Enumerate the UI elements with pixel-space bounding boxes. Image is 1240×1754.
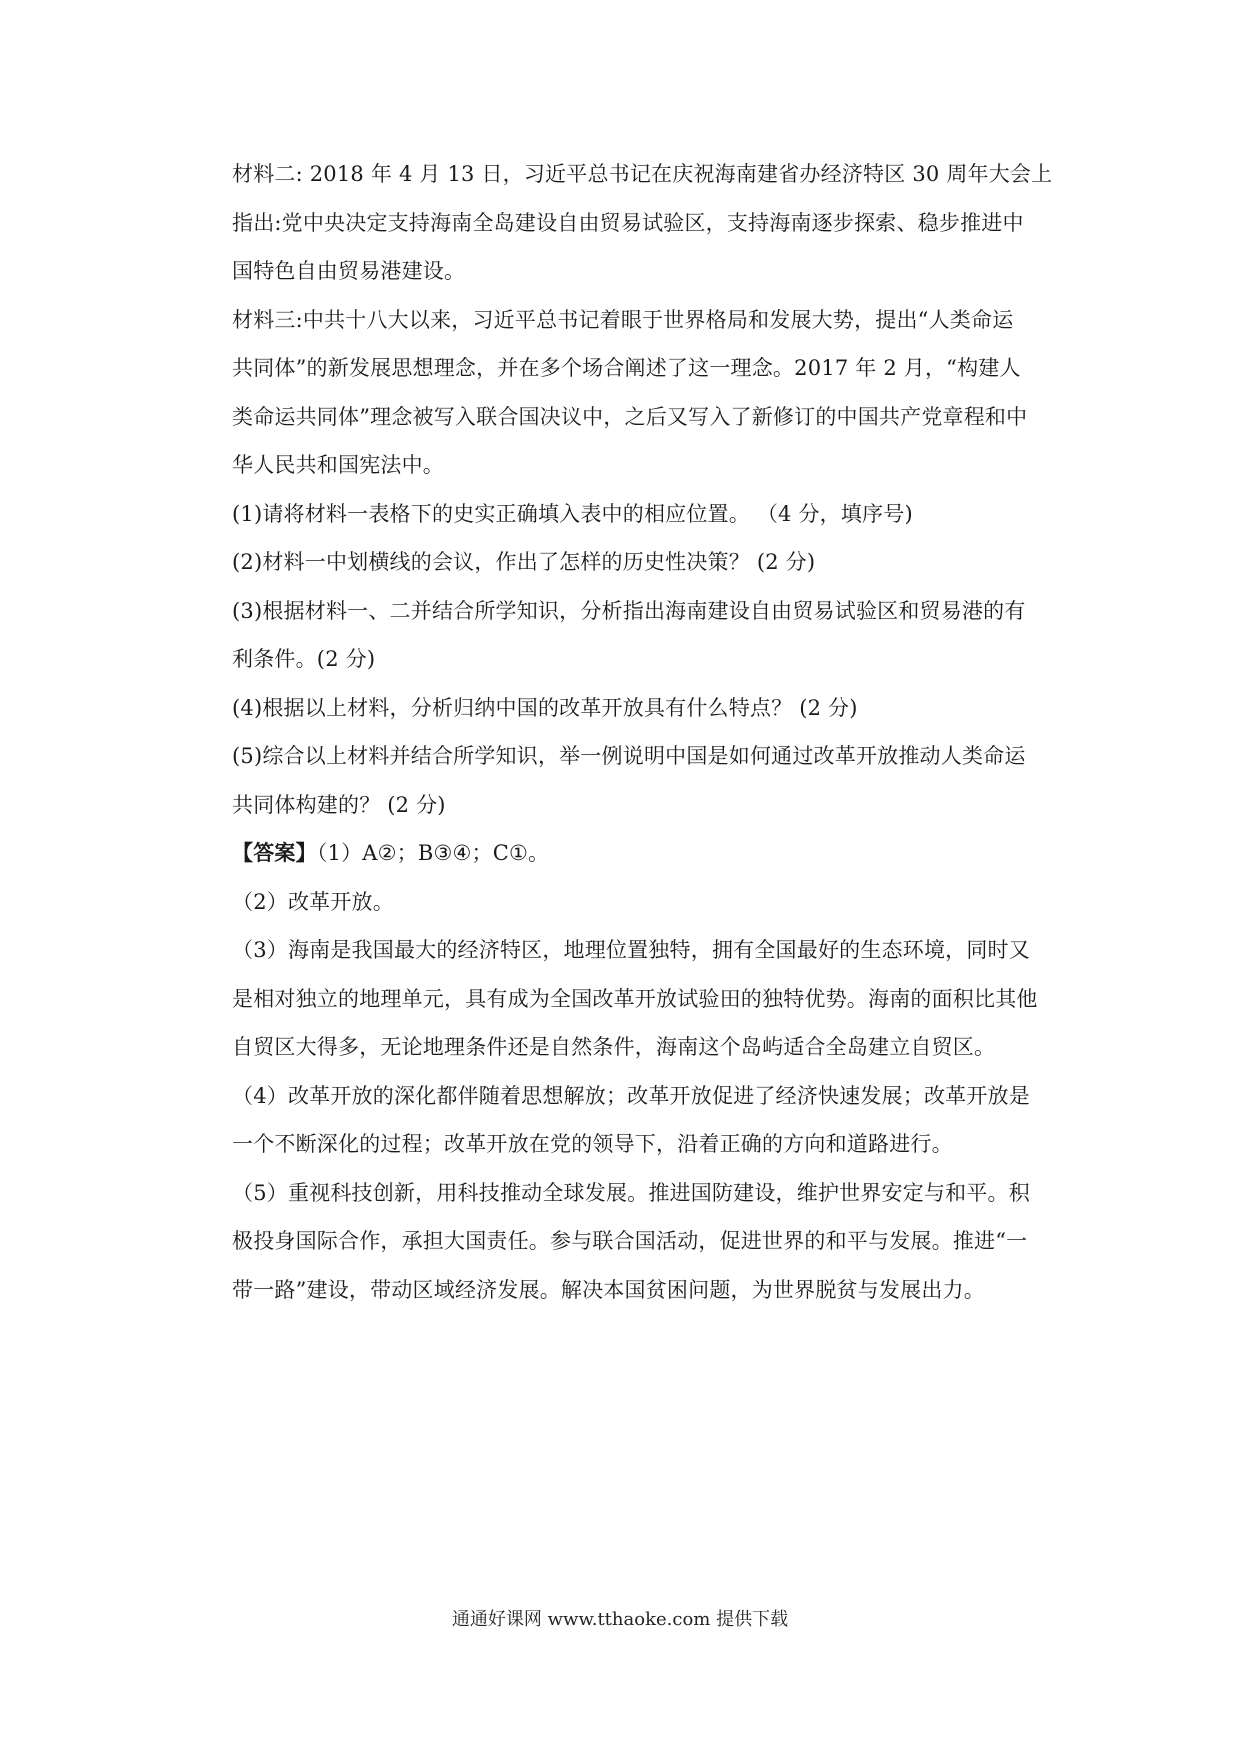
text-line: （3）海南是我国最大的经济特区，地理位置独特，拥有全国最好的生态环境，同时又 bbox=[232, 938, 1030, 962]
text-line: 共同体”的新发展思想理念，并在多个场合阐述了这一理念。2017 年 2 月，“构建人 bbox=[232, 356, 1021, 380]
text-line: (2)材料一中划横线的会议，作出了怎样的历史性决策？ (2 分) bbox=[232, 550, 816, 574]
text-line: （4）改革开放的深化都伴随着思想解放；改革开放促进了经济快速发展；改革开放是 bbox=[232, 1083, 1030, 1108]
text-line: 指出:党中央决定支持海南全岛建设自由贸易试验区，支持海南逐步探索、稳步推进中 bbox=[232, 210, 1024, 235]
text-line: 类命运共同体”理念被写入联合国决议中，之后又写入了新修订的中国共产党章程和中 bbox=[232, 404, 1028, 429]
text-line: 材料二: 2018 年 4 月 13 日，习近平总书记在庆祝海南建省办经济特区 30 周年大会上 bbox=[232, 162, 1053, 186]
answer-5 bbox=[232, 1169, 1062, 1315]
text-line: (1)请将材料一表格下的史实正确填入表中的相应位置。 （4 分，填序号) bbox=[232, 501, 913, 526]
text-line: 华人民共和国宪法中。 bbox=[232, 453, 444, 477]
text-line: 材料三:中共十八大以来，习近平总书记着眼于世界格局和发展大势，提出“人类命运 bbox=[232, 307, 1014, 332]
document-body bbox=[232, 150, 1062, 1314]
page-footer: 通通好课网 www.tthaoke.com 提供下载 bbox=[451, 1609, 789, 1630]
text-line: 国特色自由贸易港建设。 bbox=[232, 259, 466, 283]
text-line: 带一路”建设，带动区域经济发展。解决本国贫困问题，为世界脱贫与发展出力。 bbox=[232, 1277, 985, 1302]
question-5 bbox=[232, 732, 1062, 829]
answer-4 bbox=[232, 1072, 1062, 1169]
text-line: 一个不断深化的过程；改革开放在党的领导下，沿着正确的方向和道路进行。 bbox=[232, 1132, 953, 1156]
text-line: 利条件。(2 分) bbox=[232, 647, 376, 671]
text-line: (5)综合以上材料并结合所学知识，举一例说明中国是如何通过改革开放推动人类命运 bbox=[232, 744, 1026, 768]
text-line: 极投身国际合作，承担大国责任。参与联合国活动，促进世界的和平与发展。推进“一 bbox=[232, 1229, 1028, 1253]
text-line: (4)根据以上材料，分析归纳中国的改革开放具有什么特点？ (2 分) bbox=[232, 695, 858, 720]
text-line: 自贸区大得多，无论地理条件还是自然条件，海南这个岛屿适合全岛建立自贸区。 bbox=[232, 1035, 996, 1059]
answer-1-line bbox=[232, 829, 1062, 878]
material-two bbox=[232, 150, 1062, 296]
material-three bbox=[232, 296, 1062, 490]
question-2 bbox=[232, 538, 1062, 587]
answer-3 bbox=[232, 926, 1062, 1072]
text-line: （5）重视科技创新，用科技推动全球发展。推进国防建设，维护世界安定与和平。积 bbox=[232, 1180, 1030, 1205]
question-4 bbox=[232, 684, 1062, 733]
answer-1: （1）A②；B③④；C①。 bbox=[316, 841, 550, 865]
text-line: 共同体构建的？ (2 分) bbox=[232, 792, 446, 817]
text-line: 是相对独立的地理单元，具有成为全国改革开放试验田的独特优势。海南的面积比其他 bbox=[232, 986, 1038, 1011]
question-1 bbox=[232, 490, 1062, 539]
answer-2: （2）改革开放。 bbox=[232, 889, 394, 914]
answer-section bbox=[232, 829, 1062, 1314]
question-3 bbox=[232, 587, 1062, 684]
text-line: (3)根据材料一、二并结合所学知识，分析指出海南建设自由贸易试验区和贸易港的有 bbox=[232, 598, 1026, 623]
answer-label: 【答案】 bbox=[232, 840, 317, 865]
